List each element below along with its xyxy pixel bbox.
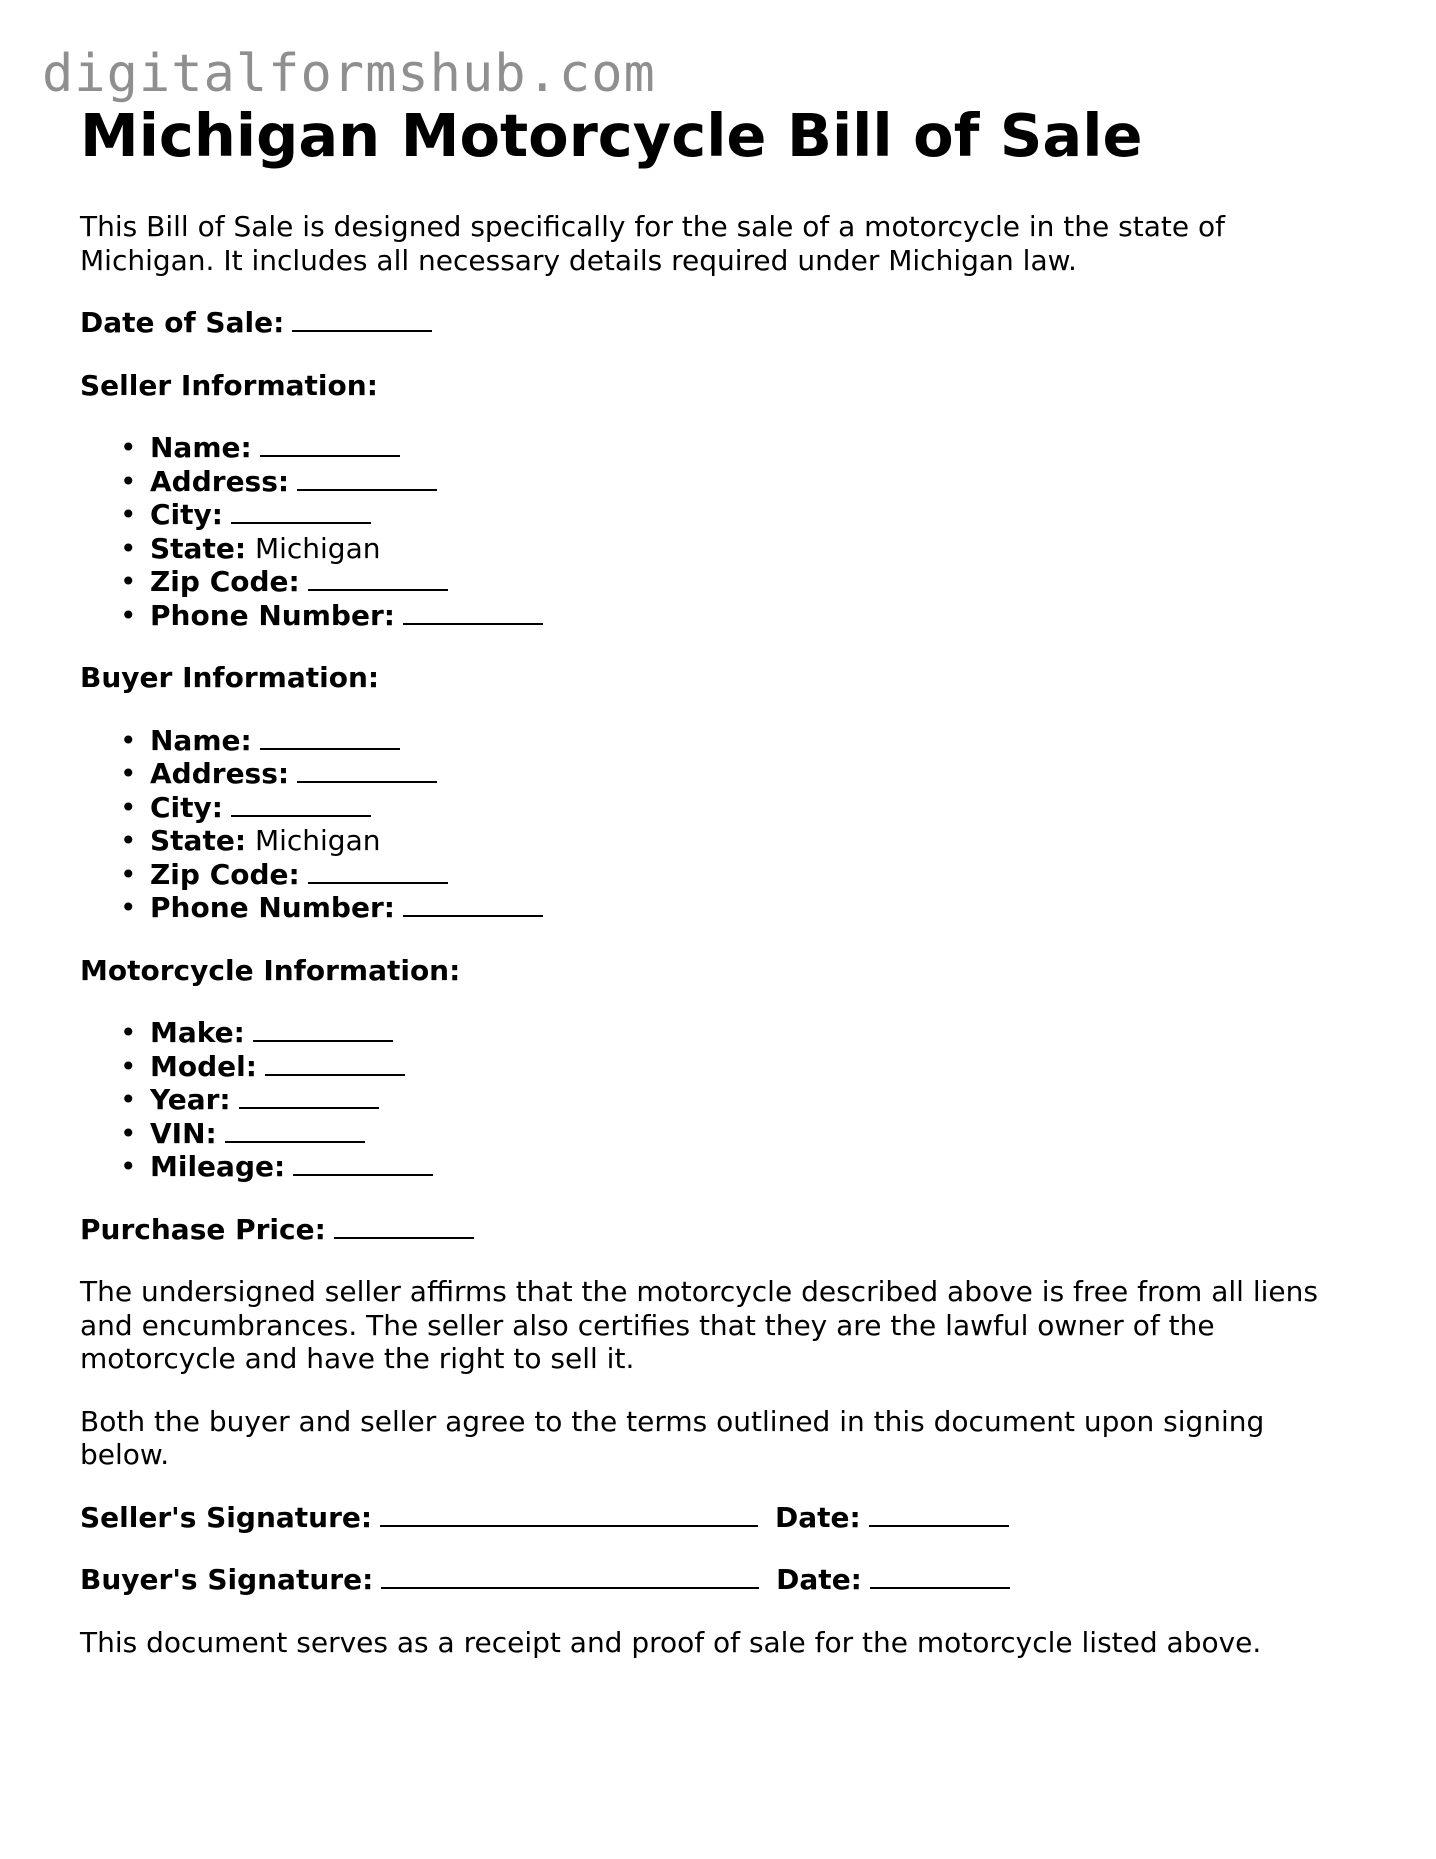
- mileage-label: Mileage:: [150, 1150, 286, 1183]
- seller-field-list: [80, 431, 1360, 632]
- list-item: [150, 565, 1360, 599]
- seller-zip-blank[interactable]: [308, 565, 448, 591]
- affirmation-paragraph: The undersigned seller affirms that the motorcycle described above is free from all liens and encumbrances. The seller also certifies that they are the lawful owner of the motorcycle and have the right to sell it.: [80, 1275, 1318, 1375]
- seller-name-blank[interactable]: [260, 431, 400, 457]
- intro-paragraph: This Bill of Sale is designed specifically for the sale of a motorcycle in the state of Michigan. It includes all necessary details required under Michigan law.: [80, 210, 1225, 277]
- list-item: [150, 498, 1360, 532]
- year-label: Year:: [150, 1083, 231, 1116]
- buyer-state-label: State:: [150, 824, 247, 857]
- motorcycle-field-list: [80, 1016, 1360, 1184]
- page-title: Michigan Motorcycle Bill of Sale: [80, 101, 1143, 170]
- list-item: [150, 1117, 1360, 1151]
- list-item: [150, 1016, 1360, 1050]
- buyer-name-blank[interactable]: [260, 724, 400, 750]
- seller-address-blank[interactable]: [297, 465, 437, 491]
- list-item: [150, 858, 1360, 892]
- date-of-sale-label: Date of Sale:: [80, 306, 285, 339]
- list-item: [150, 724, 1360, 758]
- buyer-phone-blank[interactable]: [403, 891, 543, 917]
- make-label: Make:: [150, 1016, 245, 1049]
- year-blank[interactable]: [239, 1083, 379, 1109]
- buyer-state-value: Michigan: [254, 824, 381, 857]
- vin-label: VIN:: [150, 1116, 217, 1150]
- buyer-signature-label: Buyer's Signature:: [80, 1563, 374, 1596]
- seller-city-label: City:: [150, 498, 223, 531]
- buyer-signature-blank[interactable]: [381, 1563, 759, 1589]
- seller-city-blank[interactable]: [231, 498, 371, 524]
- buyer-city-blank[interactable]: [231, 791, 371, 817]
- seller-signature-line: [80, 1501, 1360, 1535]
- list-item: [150, 791, 1360, 825]
- list-item: [150, 824, 1360, 858]
- list-item: [150, 431, 1360, 465]
- list-item: [150, 465, 1360, 499]
- seller-state-label: State:: [150, 531, 247, 565]
- buyer-field-list: [80, 724, 1360, 925]
- list-item: [150, 1083, 1360, 1117]
- list-item: [150, 891, 1360, 925]
- buyer-section-heading: Buyer Information:: [80, 661, 380, 694]
- model-blank[interactable]: [265, 1050, 405, 1076]
- buyer-signature-line: [80, 1563, 1360, 1597]
- buyer-zip-blank[interactable]: [308, 858, 448, 884]
- seller-signature-blank[interactable]: [380, 1501, 758, 1527]
- buyer-address-blank[interactable]: [297, 757, 437, 783]
- mileage-blank[interactable]: [293, 1150, 433, 1176]
- buyer-address-label: Address:: [150, 757, 290, 790]
- seller-state-value: Michigan: [254, 531, 381, 565]
- make-blank[interactable]: [253, 1016, 393, 1042]
- model-label: Model:: [150, 1049, 257, 1083]
- date-of-sale-field: [80, 306, 1360, 340]
- buyer-phone-label: Phone Number:: [150, 891, 395, 924]
- list-item: [150, 532, 1360, 566]
- document: [80, 100, 1360, 1659]
- seller-date-label: Date:: [775, 1500, 861, 1534]
- buyer-zip-label: Zip Code:: [150, 857, 300, 891]
- date-of-sale-blank[interactable]: [292, 306, 432, 332]
- buyer-date-blank[interactable]: [870, 1563, 1010, 1589]
- seller-zip-label: Zip Code:: [150, 565, 300, 598]
- motorcycle-section-heading: Motorcycle Information:: [80, 953, 461, 987]
- seller-signature-label: Seller's Signature:: [80, 1500, 373, 1534]
- seller-name-label: Name:: [150, 431, 252, 464]
- buyer-city-label: City:: [150, 790, 223, 824]
- list-item: [150, 599, 1360, 633]
- purchase-price-blank[interactable]: [334, 1213, 474, 1239]
- agreement-paragraph: Both the buyer and seller agree to the terms outlined in this document upon signing below.: [80, 1404, 1265, 1471]
- list-item: [150, 757, 1360, 791]
- buyer-date-label: Date:: [776, 1563, 862, 1596]
- watermark: digitalformshub.com: [42, 44, 656, 104]
- vin-blank[interactable]: [225, 1117, 365, 1143]
- purchase-price-field: [80, 1213, 1360, 1247]
- seller-phone-label: Phone Number:: [150, 598, 395, 632]
- buyer-name-label: Name:: [150, 723, 252, 757]
- purchase-price-label: Purchase Price:: [80, 1212, 326, 1246]
- seller-phone-blank[interactable]: [403, 599, 543, 625]
- seller-section-heading: Seller Information:: [80, 368, 378, 402]
- list-item: [150, 1050, 1360, 1084]
- seller-address-label: Address:: [150, 464, 290, 498]
- closing-paragraph: This document serves as a receipt and proof of sale for the motorcycle listed above.: [80, 1625, 1262, 1659]
- list-item: [150, 1150, 1360, 1184]
- seller-date-blank[interactable]: [869, 1501, 1009, 1527]
